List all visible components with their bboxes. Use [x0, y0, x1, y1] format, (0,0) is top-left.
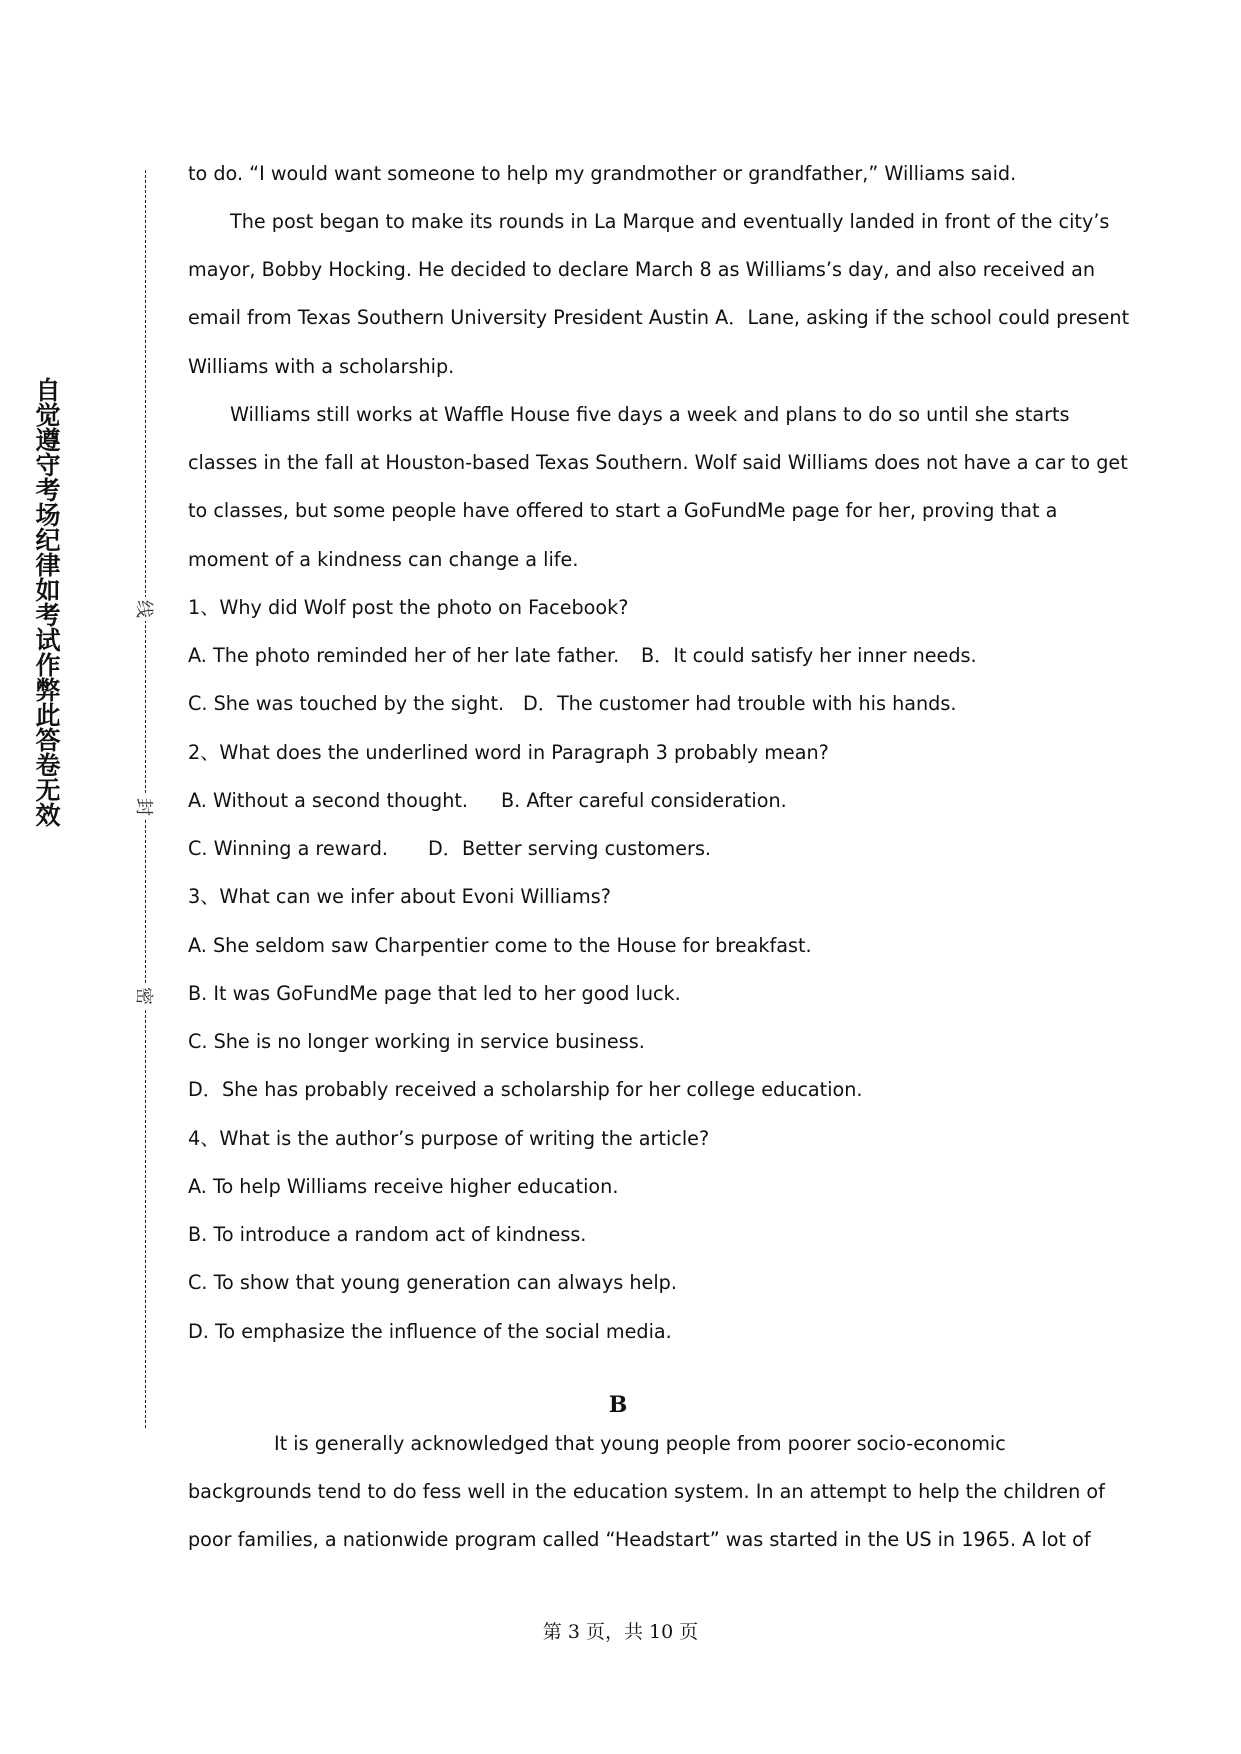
option-text: D．The customer had trouble with his hands. — [523, 692, 957, 715]
binding-label-secret: 密 — [132, 984, 158, 1008]
option-row — [188, 837, 712, 861]
exam-discipline-warning: 自 觉 遵 守 考 场 纪 律 如 考 试 作 弊 此 答 卷 无 效 — [35, 376, 61, 830]
passage-line: to classes, but some people have offered to start a GoFundMe page for her, proving that a — [188, 499, 1058, 522]
option-text: D．She has probably received a scholarship for her college education. — [188, 1078, 863, 1101]
option-text: B. It was GoFundMe page that led to her good luck. — [188, 982, 681, 1005]
passage-line: backgrounds tend to do fess well in the education system. In an attempt to help the children of — [188, 1480, 1105, 1503]
option-text: A. She seldom saw Charpentier come to the House for breakfast. — [188, 934, 812, 957]
passage-line: mayor, Bobby Hocking. He decided to declare March 8 as Williams’s day, and also received an — [188, 258, 1096, 281]
question-stem: 4、What is the author’s purpose of writing the article? — [188, 1127, 710, 1150]
passage-line: classes in the fall at Houston-based Texas Southern. Wolf said Williams does not have a car to get — [188, 451, 1128, 474]
binding-label-line: 线 — [132, 597, 158, 621]
option-text: C. She was touched by the sight. — [188, 692, 505, 715]
option-text: D．Better serving customers. — [428, 837, 712, 860]
page-number: 第 3 页，共 10 页 — [542, 1621, 699, 1643]
option-text: D. To emphasize the influence of the social media. — [188, 1320, 672, 1343]
binding-label-seal: 封 — [132, 795, 158, 819]
option-row — [188, 644, 977, 668]
question-stem: 3、What can we infer about Evoni Williams? — [188, 885, 611, 908]
question-stem: 2、What does the underlined word in Paragraph 3 probably mean? — [188, 741, 829, 764]
option-text: C. She is no longer working in service business. — [188, 1030, 645, 1053]
section-heading: B — [608, 1392, 628, 1418]
passage-line: It is generally acknowledged that young people from poorer socio-economic — [274, 1432, 1006, 1455]
passage-line: Williams still works at Waffle House five days a week and plans to do so until she starts — [230, 403, 1070, 426]
option-row — [188, 789, 787, 813]
option-text: B．It could satisfy her inner needs. — [641, 644, 977, 667]
option-text: B. After careful consideration. — [501, 789, 787, 812]
passage-line: The post began to make its rounds in La Marque and eventually landed in front of the city’s — [230, 210, 1110, 233]
passage-line: moment of a kindness can change a life. — [188, 548, 579, 571]
option-text: B. To introduce a random act of kindness. — [188, 1223, 587, 1246]
passage-line: to do. “I would want someone to help my grandmother or grandfather,” Williams said. — [188, 162, 1017, 185]
passage-line: email from Texas Southern University President Austin A．Lane, asking if the school could present — [188, 306, 1130, 329]
option-text: C. To show that young generation can always help. — [188, 1271, 677, 1294]
option-text: A. Without a second thought. — [188, 789, 469, 812]
option-text: A. To help Williams receive higher education. — [188, 1175, 619, 1198]
option-text: C. Winning a reward. — [188, 837, 388, 860]
passage-line: Williams with a scholarship. — [188, 355, 455, 378]
question-stem: 1、Why did Wolf post the photo on Facebook? — [188, 596, 629, 619]
option-text: A. The photo reminded her of her late father. — [188, 644, 620, 667]
passage-line: poor families, a nationwide program called “Headstart” was started in the US in 1965. A lot of — [188, 1528, 1091, 1551]
option-row — [188, 692, 957, 716]
